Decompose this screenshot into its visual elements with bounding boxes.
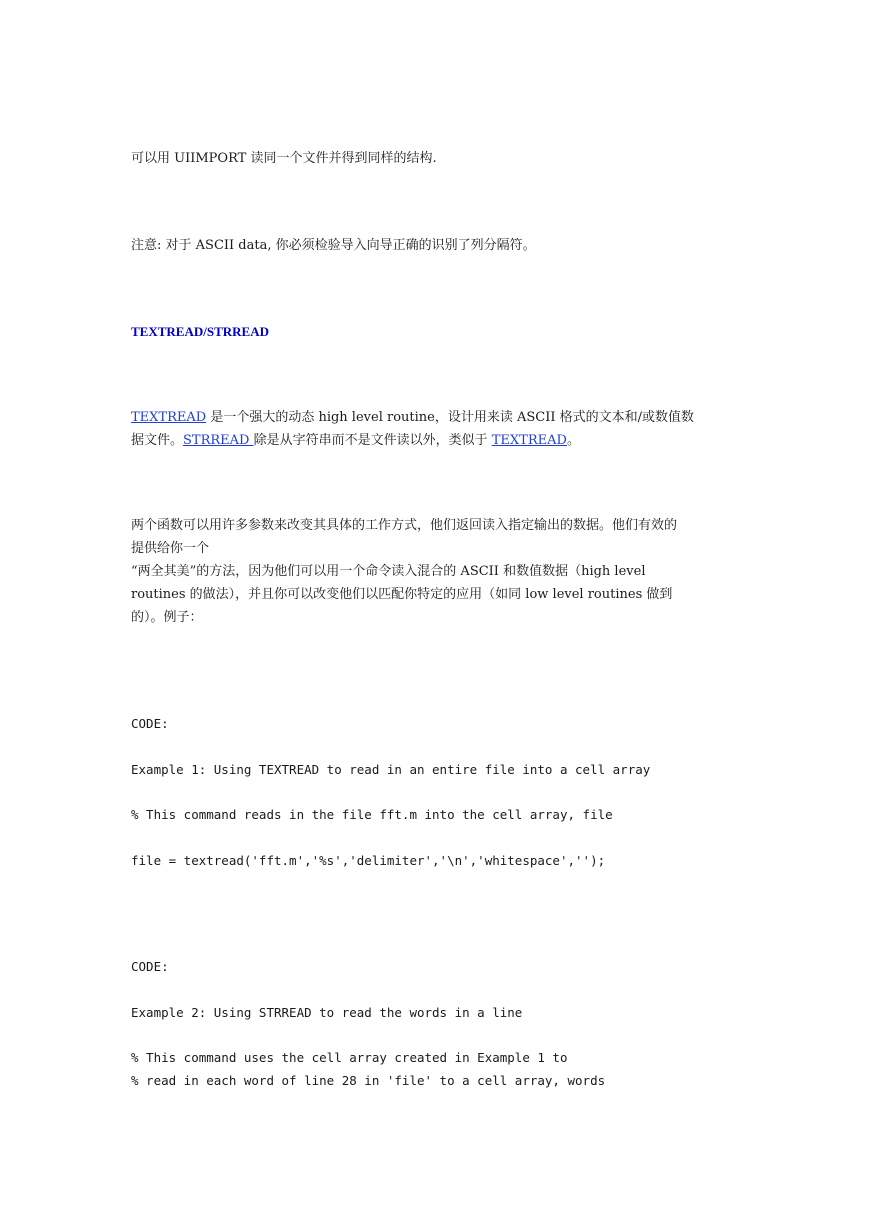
paragraph-functions-line4: routines 的做法），并且你可以改变他们以匹配你特定的应用（如同 low level routines 做到 — [131, 587, 673, 602]
paragraph-uiimport: 可以用 UIIMPORT 读同一个文件并得到同样的结构. — [131, 151, 437, 166]
paragraph-text: 是一个强大的动态 high level routine，设计用来读 ASCII 格式的文本和/或数值数 — [206, 410, 695, 425]
paragraph-textread-line2 — [131, 432, 580, 450]
paragraph-text: 。 — [566, 433, 580, 448]
textread-link-2[interactable]: TEXTREAD — [491, 433, 567, 448]
paragraph-functions-line1: 两个函数可以用许多参数来改变其具体的工作方式，他们返回读入指定输出的数据。他们有效的 — [131, 518, 678, 533]
code-label-1: CODE: — [131, 716, 169, 731]
paragraph-text: 除是从字符串而不是文件读以外，类似于 — [253, 433, 492, 448]
code-label-2: CODE: — [131, 959, 169, 974]
code-example-1-code: file = textread('fft.m','%s','delimiter','\n','whitespace',''); — [131, 853, 606, 868]
code-example-2-title: Example 2: Using STRREAD to read the words in a line — [131, 1005, 523, 1020]
section-heading: TEXTREAD/STRREAD — [131, 324, 269, 339]
paragraph-functions-line2: 提供给你一个 — [131, 541, 210, 556]
paragraph-note: 注意: 对于 ASCII data, 你必须检验导入向导正确的识别了列分隔符。 — [131, 238, 536, 253]
paragraph-text: 据文件。 — [131, 433, 184, 448]
textread-link[interactable]: TEXTREAD — [131, 410, 207, 425]
code-example-1-comment: % This command reads in the file fft.m into the cell array, file — [131, 807, 613, 822]
paragraph-functions-line3: “两全其美”的方法，因为他们可以用一个命令读入混合的 ASCII 和数值数据（high level — [131, 564, 646, 579]
strread-link[interactable]: STRREAD — [183, 433, 254, 448]
code-example-2-comment-2: % read in each word of line 28 in 'file' to a cell array, words — [131, 1073, 606, 1088]
code-example-2-comment-1: % This command uses the cell array created in Example 1 to — [131, 1050, 568, 1065]
paragraph-functions-line5: 的）。例子： — [131, 610, 203, 625]
paragraph-textread-line1 — [131, 409, 694, 427]
code-example-1-title: Example 1: Using TEXTREAD to read in an entire file into a cell array — [131, 762, 651, 777]
